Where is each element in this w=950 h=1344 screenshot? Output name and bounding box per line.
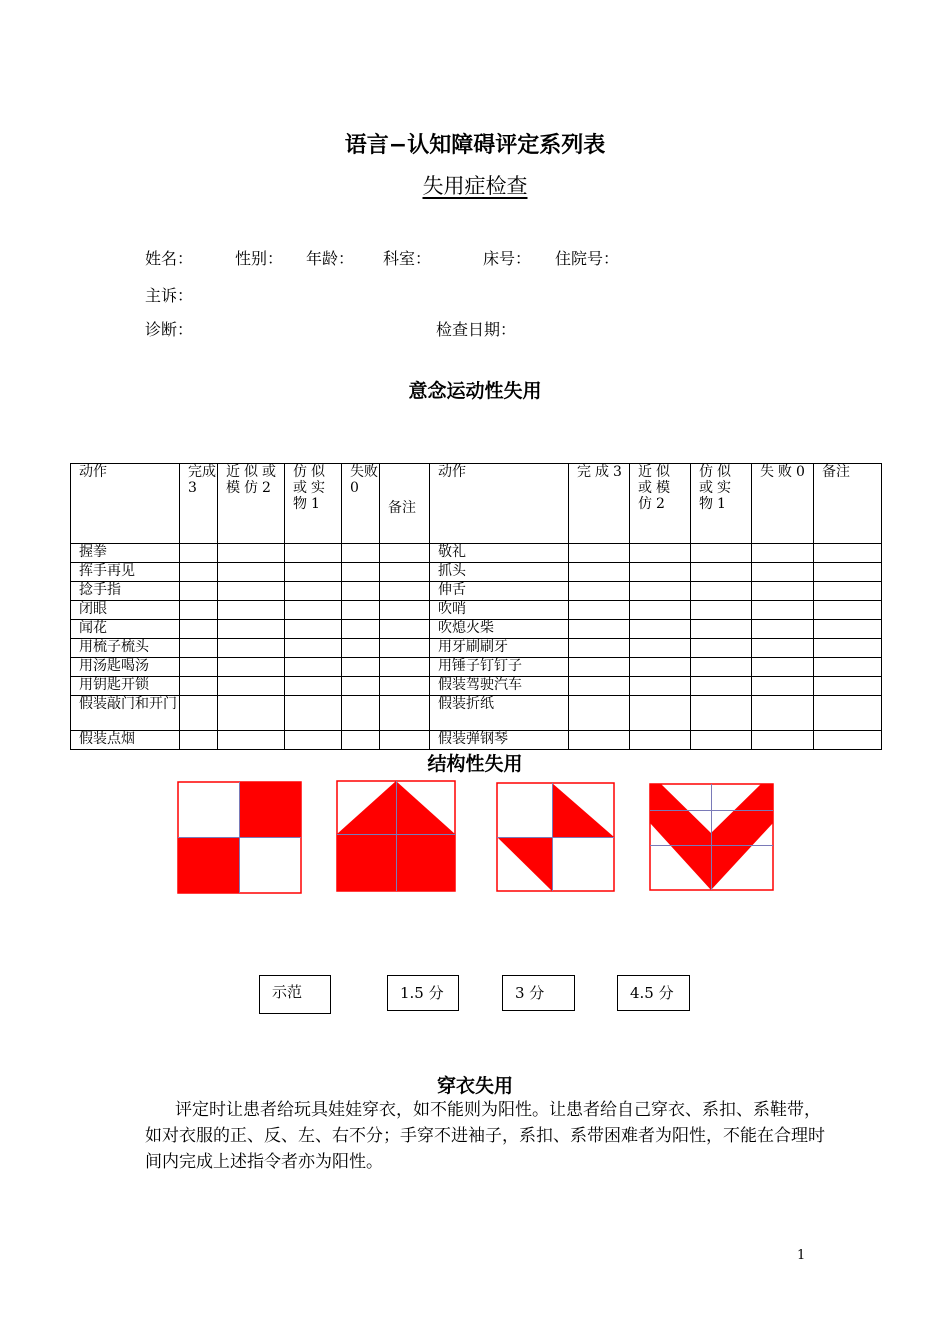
action-right: 假装弹钢琴 — [430, 731, 569, 750]
table-row — [71, 658, 882, 677]
header-complete-left: 完成3 — [180, 464, 218, 544]
dressing-section-title: 穿衣失用 — [436, 1075, 513, 1097]
exam-date-label: 检查日期： — [436, 320, 517, 339]
action-left: 闭眼 — [71, 601, 180, 620]
action-right: 假装折纸 — [430, 696, 569, 731]
score-1-5: 1.5 分 — [387, 975, 459, 1011]
action-left: 用钥匙开锁 — [71, 677, 180, 696]
dressing-paragraph: 评定时让患者给玩具娃娃穿衣，如不能则为阳性。让患者给自己穿衣、系扣、系鞋带，如对衣服的正、反、左、右不分；手穿不进袖子，系扣、系带困难者为阳性，不能在合理时间内完成上述指令者亦为阳性。 — [145, 1100, 825, 1172]
action-right: 吹熄火柴 — [430, 620, 569, 639]
table-row — [71, 639, 882, 658]
action-right: 伸舌 — [430, 582, 569, 601]
checkerboard-figure — [178, 782, 301, 893]
action-left: 假装点烟 — [71, 731, 180, 750]
header-near-left: 近似或模仿2 — [218, 464, 285, 544]
admission-no-label: 住院号： — [555, 249, 620, 268]
document-subtitle — [0, 170, 950, 200]
table-header-row — [71, 464, 882, 544]
page-number: 1 — [797, 1248, 806, 1263]
age-label: 年龄： — [306, 249, 355, 268]
header-imitate-right: 仿似或实物1 — [691, 464, 752, 544]
header-action-left: 动作 — [71, 464, 180, 544]
complaint-label: 主诉： — [145, 286, 194, 305]
department-label: 科室： — [383, 249, 432, 268]
document-title: 语言−认知障碍评定系列表 — [344, 133, 606, 158]
table-row — [71, 601, 882, 620]
table-row — [71, 563, 882, 582]
patient-info-row — [145, 246, 619, 269]
table-row — [71, 696, 882, 731]
header-imitate-left: 仿似或实物1 — [285, 464, 342, 544]
header-fail-left: 失败0 — [342, 464, 380, 544]
triangles-figure — [497, 783, 614, 891]
table-row — [71, 620, 882, 639]
action-left: 用梳子梳头 — [71, 639, 180, 658]
score-3: 3 分 — [502, 975, 575, 1011]
name-label: 姓名： — [145, 249, 194, 268]
header-complete-right: 完成3 — [569, 464, 630, 544]
action-left: 握拳 — [71, 544, 180, 563]
ideomotor-section-title: 意念运动性失用 — [408, 380, 542, 402]
table-row — [71, 677, 882, 696]
complaint-row — [145, 283, 193, 306]
action-right: 用锤子钉钉子 — [430, 658, 569, 677]
action-right: 抓头 — [430, 563, 569, 582]
action-left: 用汤匙喝汤 — [71, 658, 180, 677]
table-row — [71, 731, 882, 750]
action-left: 捻手指 — [71, 582, 180, 601]
score-4-5: 4.5 分 — [617, 975, 690, 1011]
header-remark-right: 备注 — [814, 464, 882, 544]
subtitle-text: 失用症检查 — [422, 174, 528, 198]
header-near-right: 近似或模仿2 — [630, 464, 691, 544]
action-right: 敬礼 — [430, 544, 569, 563]
diagnosis-row — [145, 317, 516, 340]
house-figure — [337, 781, 455, 891]
action-left: 闻花 — [71, 620, 180, 639]
action-right: 假装驾驶汽车 — [430, 677, 569, 696]
score-demo: 示范 — [259, 975, 331, 1014]
constructional-figures — [0, 778, 950, 900]
action-left: 挥手再见 — [71, 563, 180, 582]
gender-label: 性别： — [235, 249, 284, 268]
table-row — [71, 544, 882, 563]
bed-label: 床号： — [483, 249, 532, 268]
diagnosis-label: 诊断： — [145, 320, 194, 339]
ideomotor-table — [70, 463, 882, 750]
header-fail-right: 失败0 — [752, 464, 814, 544]
action-left: 假装敲门和开门 — [71, 696, 180, 731]
table-row — [71, 582, 882, 601]
header-action-right: 动作 — [430, 464, 569, 544]
action-right: 用牙刷刷牙 — [430, 639, 569, 658]
constructional-section-title: 结构性失用 — [427, 753, 523, 775]
header-remark-left: 备注 — [380, 464, 430, 544]
action-right: 吹哨 — [430, 601, 569, 620]
v-shape-figure — [650, 784, 773, 890]
